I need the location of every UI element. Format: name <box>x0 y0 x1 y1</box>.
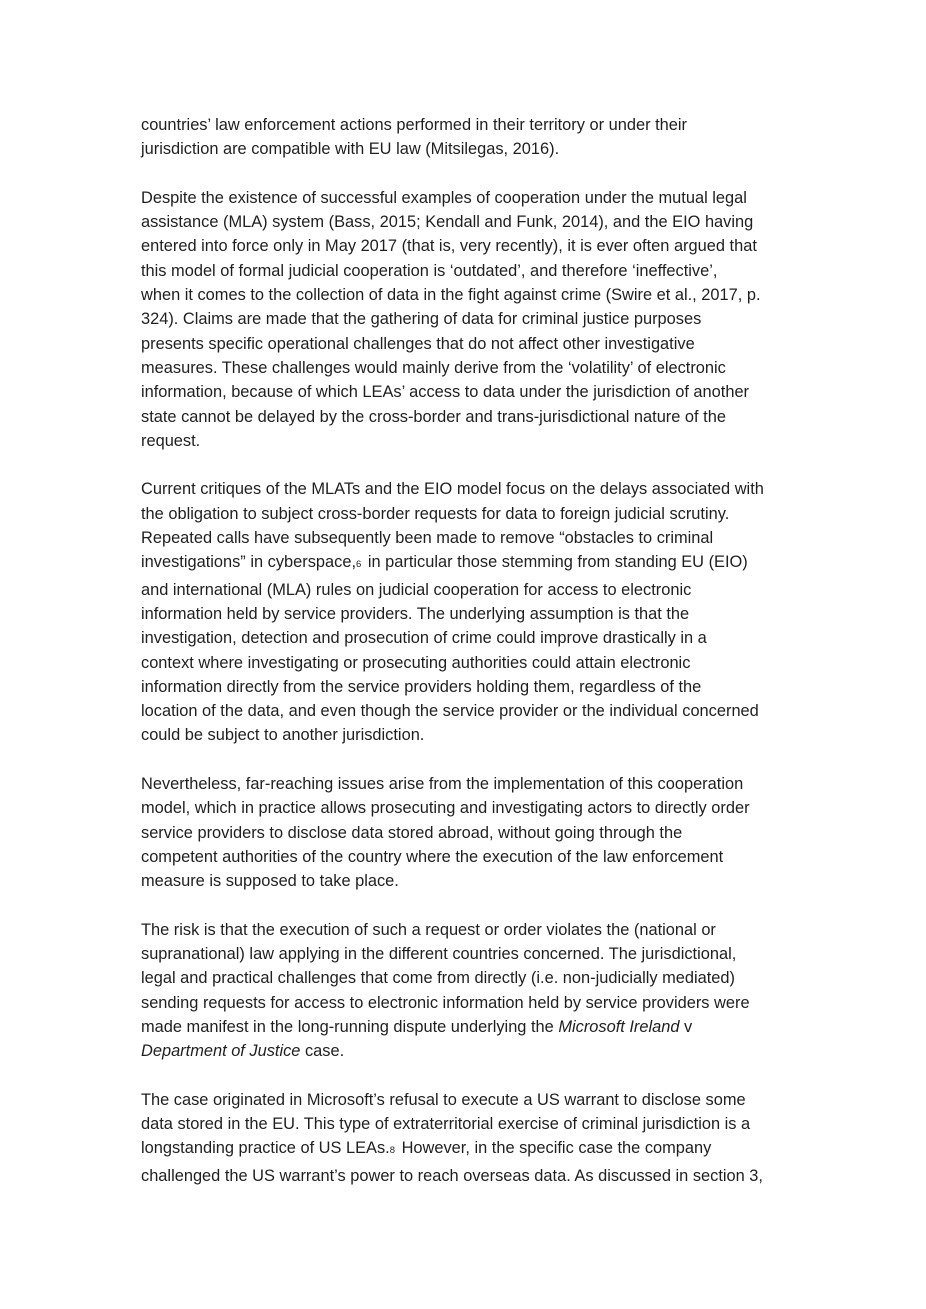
text-line: service providers to disclose data stored abroad, without going through the <box>141 823 683 842</box>
text-line-with-case-name <box>141 1015 793 1039</box>
text-line: investigation, detection and prosecution of crime could improve drastically in a <box>141 629 707 648</box>
paragraph-6 <box>141 1088 793 1188</box>
body-text <box>141 113 793 1212</box>
text-segment: However, in the specific case the company <box>397 1139 712 1158</box>
text-line: The risk is that the execution of such a request or order violates the (national or <box>141 920 716 939</box>
text-line: request. <box>141 431 201 450</box>
text-line: when it comes to the collection of data in the fight against crime (Swire et al., 2017, p. <box>141 286 761 305</box>
paragraph-1 <box>141 113 793 162</box>
text-line: could be subject to another jurisdiction. <box>141 726 425 745</box>
paragraph-3 <box>141 477 793 747</box>
text-line-with-footnote <box>141 1136 793 1163</box>
text-line: entered into force only in May 2017 (that is, very recently), it is ever often argued that <box>141 237 757 256</box>
text-line: information directly from the service providers holding them, regardless of the <box>141 677 702 696</box>
footnote-ref-8[interactable]: 8 <box>389 1145 396 1157</box>
footnote-ref-6[interactable]: 6 <box>356 559 362 571</box>
text-segment: case. <box>300 1042 345 1061</box>
text-line-with-case-name <box>141 1039 793 1063</box>
text-line: context where investigating or prosecuting authorities could attain electronic <box>141 653 691 672</box>
text-line: measure is supposed to take place. <box>141 872 399 891</box>
text-line: assistance (MLA) system (Bass, 2015; Kendall and Funk, 2014), and the EIO having <box>141 213 754 232</box>
text-line: state cannot be delayed by the cross-border and trans-jurisdictional nature of the <box>141 407 726 426</box>
paragraph-4 <box>141 772 793 893</box>
text-line: supranational) law applying in the different countries concerned. The jurisdictional, <box>141 945 737 964</box>
text-line: the obligation to subject cross-border requests for data to foreign judicial scrutiny. <box>141 504 730 523</box>
case-name-italic: Microsoft Ireland <box>558 1017 680 1036</box>
text-line: Current critiques of the MLATs and the EIO model focus on the delays associated with <box>141 480 764 499</box>
paragraph-5 <box>141 918 793 1064</box>
text-line: Repeated calls have subsequently been made to remove “obstacles to criminal <box>141 529 714 548</box>
text-line: data stored in the EU. This type of extraterritorial exercise of criminal jurisdiction is a <box>141 1115 751 1134</box>
text-segment: in particular those stemming from standing EU (EIO) <box>363 553 748 572</box>
text-line: legal and practical challenges that come from directly (i.e. non-judicially mediated) <box>141 969 735 988</box>
text-line: information, because of which LEAs’ access to data under the jurisdiction of another <box>141 383 750 402</box>
text-line: competent authorities of the country where the execution of the law enforcement <box>141 847 724 866</box>
text-line: location of the data, and even though the service provider or the individual concerned <box>141 702 759 721</box>
text-line: presents specific operational challenges that do not affect other investigative <box>141 334 695 353</box>
paragraph-2 <box>141 186 793 453</box>
text-line: model, which in practice allows prosecuting and investigating actors to directly order <box>141 799 750 818</box>
text-line-with-footnote <box>141 550 793 577</box>
text-line: countries’ law enforcement actions performed in their territory or under their <box>141 116 687 134</box>
text-line: challenged the US warrant’s power to reach overseas data. As discussed in section 3, <box>141 1166 763 1185</box>
text-line: sending requests for access to electronic information held by service providers were <box>141 993 750 1012</box>
text-line: and international (MLA) rules on judicial cooperation for access to electronic <box>141 580 692 599</box>
text-line: jurisdiction are compatible with EU law (Mitsilegas, 2016). <box>141 140 560 159</box>
text-segment: made manifest in the long-running dispute underlying the <box>141 1017 559 1036</box>
text-segment: longstanding practice of US LEAs. <box>141 1139 390 1158</box>
text-line: The case originated in Microsoft’s refusal to execute a US warrant to disclose some <box>141 1090 746 1109</box>
text-line: this model of formal judicial cooperation is ‘outdated’, and therefore ‘ineffective’, <box>141 261 718 280</box>
case-name-italic: Department of Justice <box>141 1042 301 1061</box>
text-line: Despite the existence of successful examples of cooperation under the mutual legal <box>141 188 747 207</box>
text-line: 324). Claims are made that the gathering of data for criminal justice purposes <box>141 310 702 329</box>
text-line: information held by service providers. The underlying assumption is that the <box>141 604 690 623</box>
text-line: Nevertheless, far-reaching issues arise from the implementation of this cooperation <box>141 775 744 794</box>
text-segment: investigations” in cyberspace, <box>141 553 357 572</box>
text-segment: v <box>679 1017 693 1036</box>
text-line: measures. These challenges would mainly derive from the ‘volatility’ of electronic <box>141 358 726 377</box>
